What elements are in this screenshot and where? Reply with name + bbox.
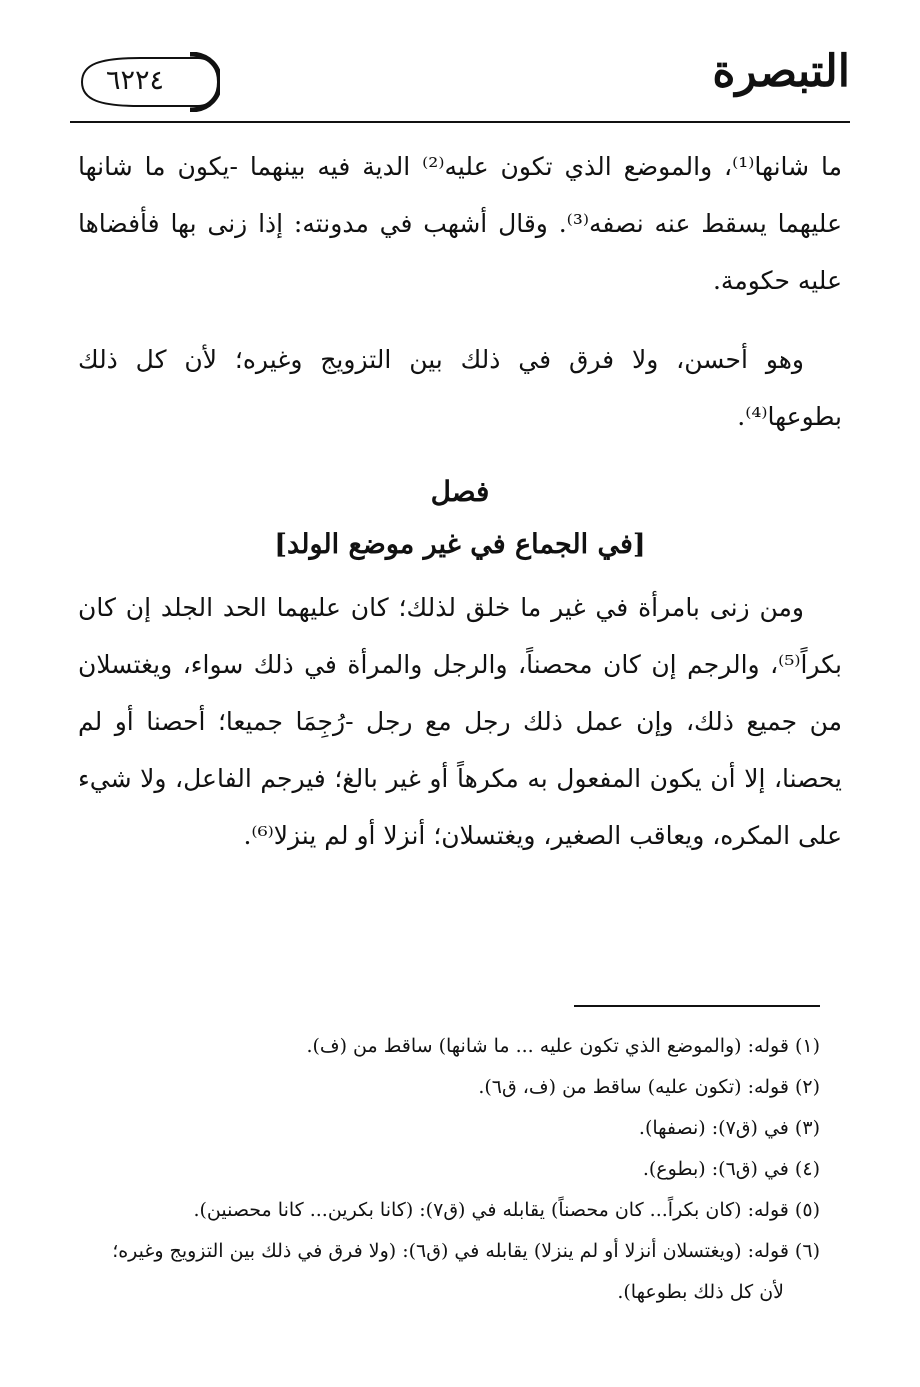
paragraph-2: وهو أحسن، ولا فرق في ذلك بين التزويج وغيره؛ لأن كل ذلك بطوعها⁽⁴⁾.	[78, 345, 842, 431]
footnote-1: (١) قوله: (والموضع الذي تكون عليه ... ما شانها) ساقط من (ف).	[306, 1035, 820, 1057]
page-number: ٦٢٢٤	[105, 65, 164, 96]
section-title: فصل	[430, 475, 490, 508]
page-number-frame	[70, 52, 220, 110]
footnote-3: (٣) في (ق٧): (نصفها).	[638, 1117, 820, 1139]
footnote-4: (٤) في (ق٦): (بطوع).	[642, 1158, 820, 1180]
footnote-6: (٦) قوله: (ويغتسلان أنزلا أو لم ينزلا) يقابله في (ق٦): (ولا فرق في ذلك بين التزويج وغيره؛	[112, 1240, 820, 1262]
running-header	[70, 48, 850, 128]
paragraph-1: ما شانها⁽¹⁾، والموضع الذي تكون عليه⁽²⁾ الدية فيه بينهما -يكون ما شانها عليهما يسقط عنه نصفه⁽³⁾. وقال أشهب في مدونته: إذا زنى بها فأفضاها عليه حكومة.	[78, 152, 843, 295]
footnote-5: (٥) قوله: (كان بكراً... كان محصناً) يقابله في (ق٧): (كانا بكرين... كانا محصنين).	[193, 1199, 820, 1221]
main-text	[78, 138, 842, 886]
footnote-2: (٢) قوله: (تكون عليه) ساقط من (ف، ق٦).	[478, 1076, 820, 1098]
footnote-6-continuation: لأن كل ذلك بطوعها).	[617, 1281, 784, 1303]
section-subtitle: [في الجماع في غير موضع الولد]	[274, 529, 646, 560]
book-title: التبصرة	[712, 46, 850, 97]
footnotes	[78, 1026, 820, 1313]
paragraph-3: ومن زنى بامرأة في غير ما خلق لذلك؛ كان عليهما الحد الجلد إن كان بكراً⁽⁵⁾، والرجم إن كان محصناً، والرجل والمرأة في ذلك سواء، ويغتسلان من جميع ذلك، وإن عمل ذلك رجل مع رجل -رُجِمَا جميعا؛ أحصنا أو لم يحصنا، إلا أن يكون المفعول به مكرهاً أو غير بالغ؛ فيرجم الفاعل، ولا شيء على المكره، ويعاقب الصغير، ويغتسلان؛ أنزلا أو لم ينزلا⁽⁶⁾.	[78, 593, 842, 850]
header-rule	[70, 121, 850, 123]
footnote-rule	[574, 1005, 820, 1007]
